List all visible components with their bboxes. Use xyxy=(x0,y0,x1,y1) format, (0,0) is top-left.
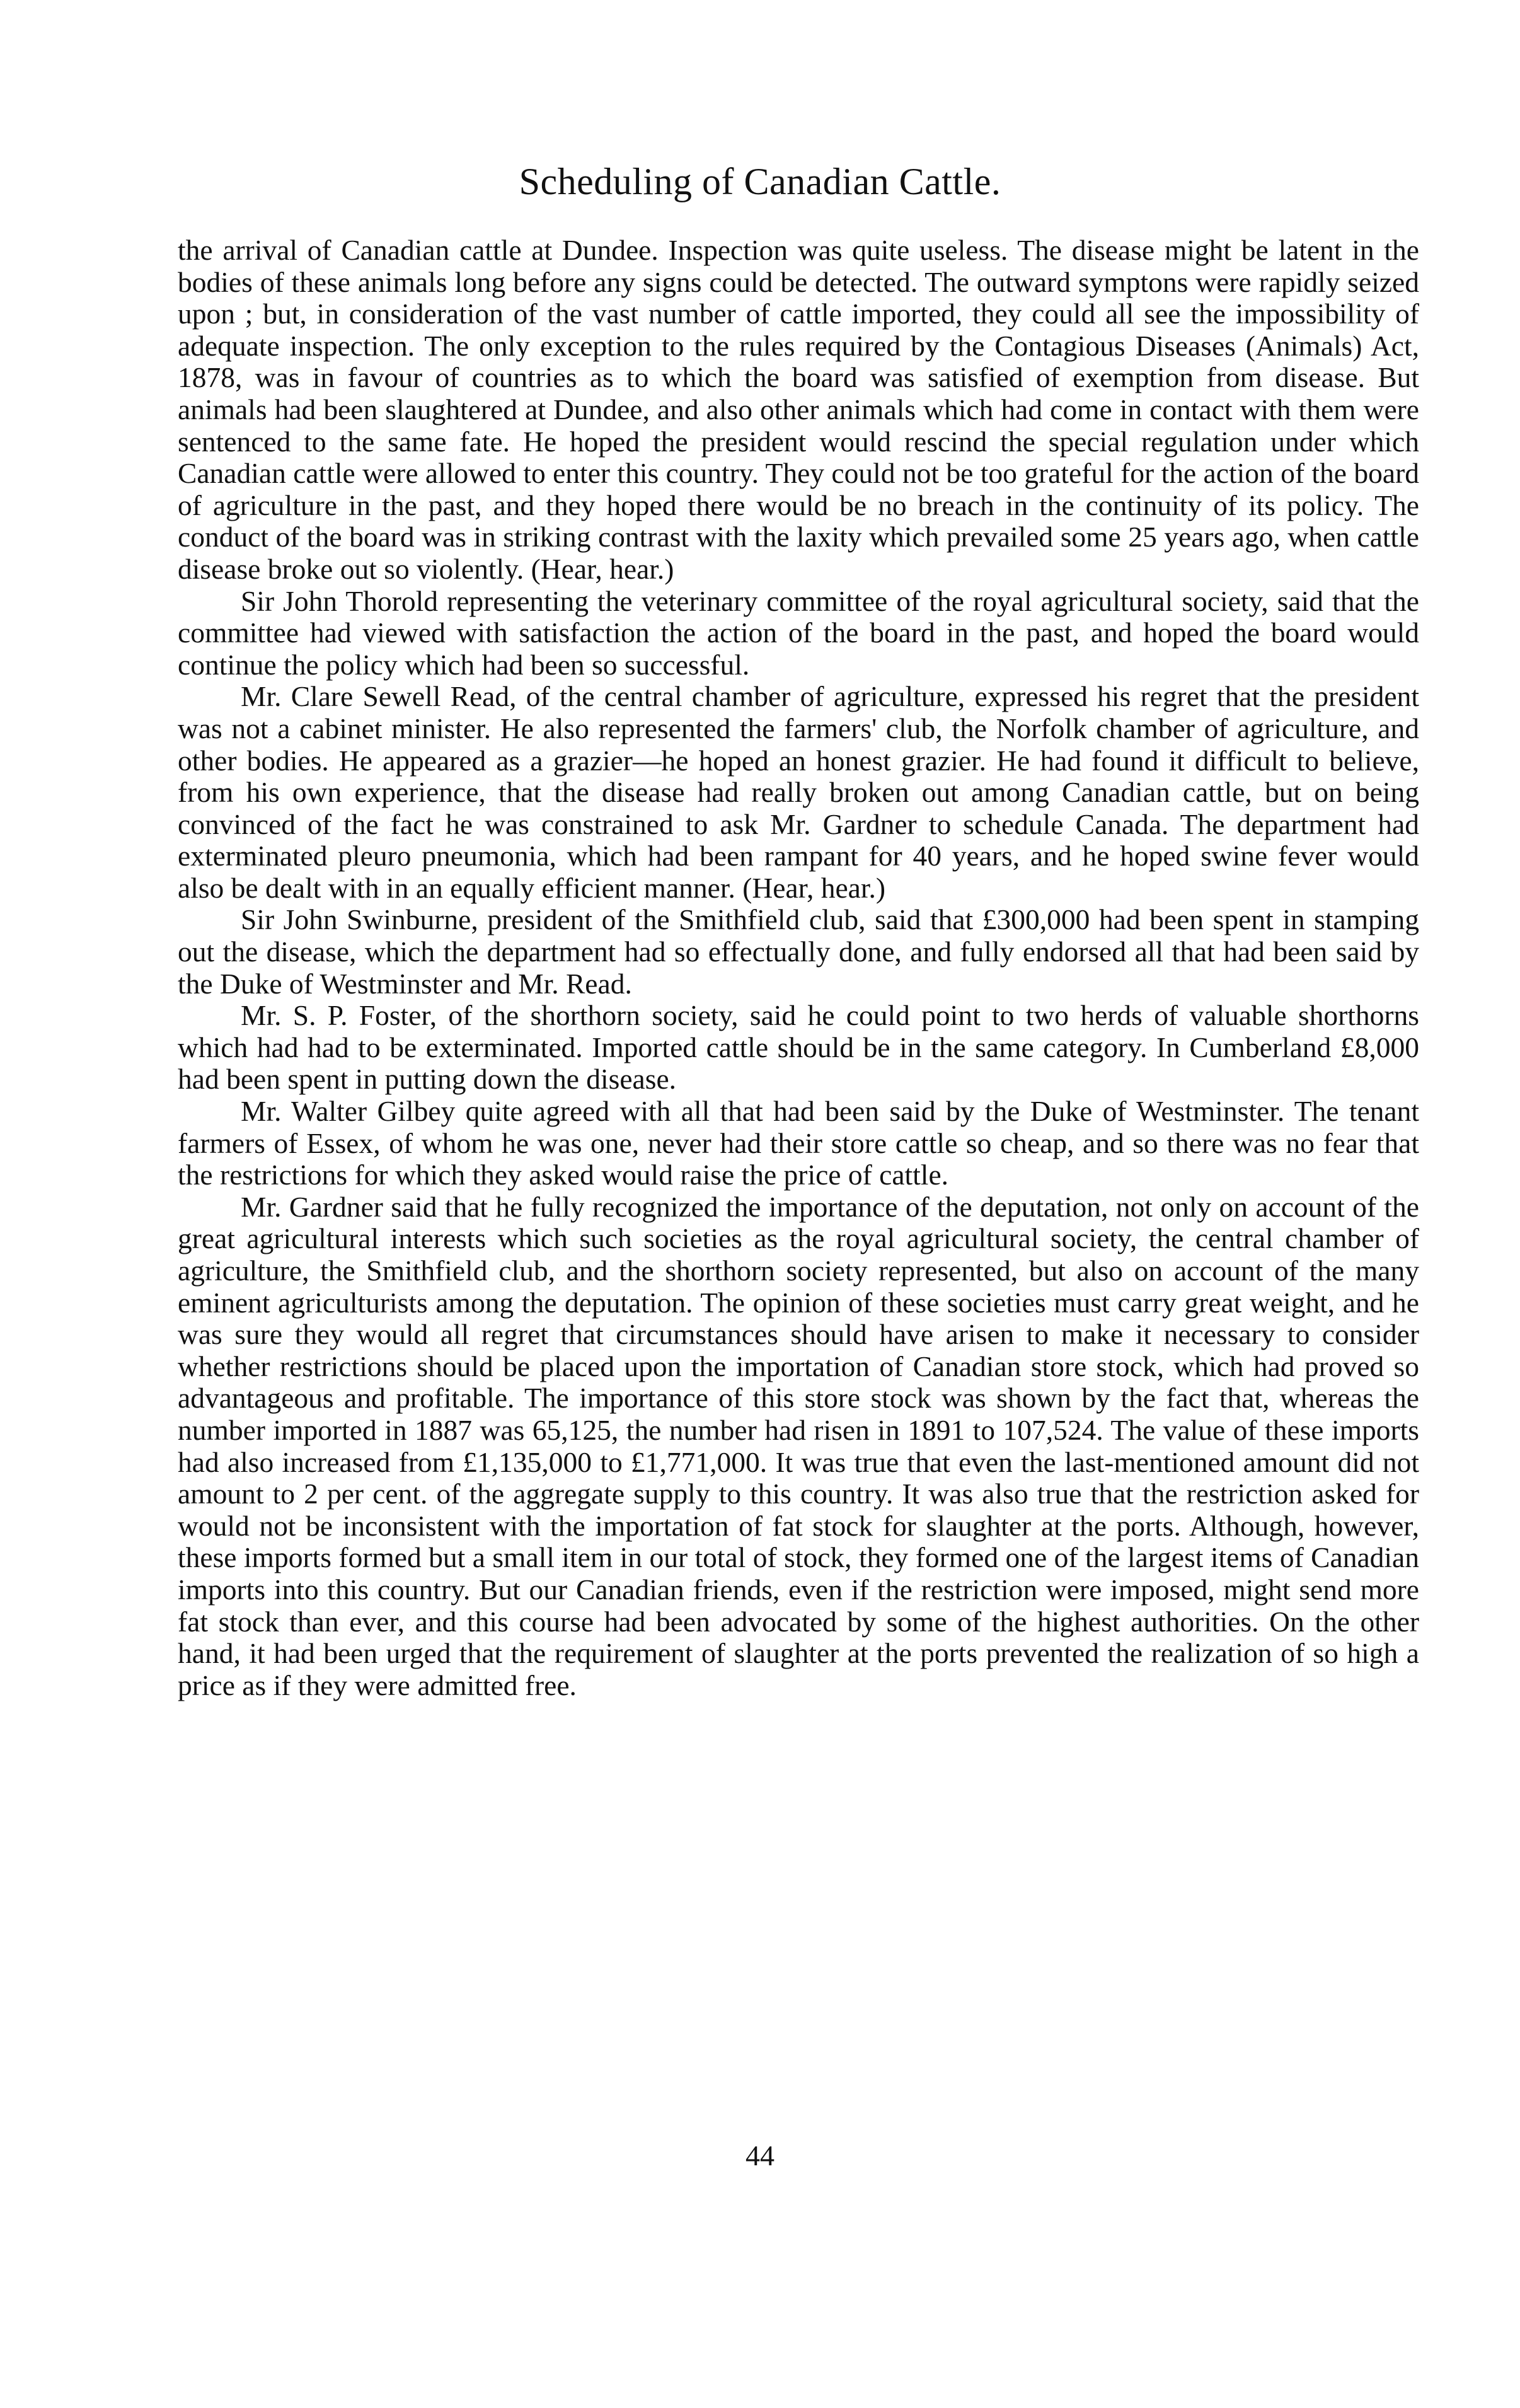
paragraph-thorold: Sir John Thorold representing the veterinary committee of the royal agricultural society, said that the committee had viewed with satisfaction the action of the board in the past, and hoped the board would continue the policy which had been so successful. xyxy=(178,584,1419,681)
paragraph-gardner: Mr. Gardner said that he fully recognized the importance of the deputation, not only on account of the great agricultural interests which such societies as the royal agricultural society, the central chamber of agriculture, the Smithfield club, and the shorthorn society represented, but also on account of the many eminent agriculturists among the deputation. The opinion of these societies must carry great weight, and he was sure they would all regret that circumstances should have arisen to make it necessary to consider whether restrictions should be placed upon the importation of Canadian store stock, which had proved so advantageous and profitable. The importance of this store stock was shown by the fact that, whereas the number imported in 1887 was 65,125, the number had risen in 1891 to 107,524. The value of these imports had also increased from £1,135,000 to £1,771,000. It was true that even the last-mentioned amount did not amount to 2 per cent. of the aggregate supply to this country. It was also true that the restriction asked for would not be inconsistent with the importation of fat stock for slaughter at the ports. Although, however, these imports formed but a small item in our total of stock, they formed one of the largest items of Canadian imports into this country. But our Canadian friends, even if the restriction were imposed, might send more fat stock than ever, and this course had been advocated by some of the highest authorities. On the other hand, it had been urged that the requirement of slaughter at the ports prevented the realization of so high a price as if they were admitted free. xyxy=(178,1190,1419,1701)
paragraph-read: Mr. Clare Sewell Read, of the central chamber of agriculture, expressed his regret that the president was not a cabinet minister. He also represented the farmers' club, the Norfolk chamber of agriculture, and other bodies. He appeared as a grazier—he hoped an honest grazier. He had found it difficult to believe, from his own experience, that the disease had really broken out among Canadian cattle, but on being convinced of the fact he was constrained to ask Mr. Gardner to schedule Canada. The department had exterminated pleuro pneumonia, which had been rampant for 40 years, and he hoped swine fever would also be dealt with in an equally efficient manner. (Hear, hear.) xyxy=(178,680,1419,904)
paragraph-continuation: the arrival of Canadian cattle at Dundee. Inspection was quite useless. The disease might be latent in the bodies of these animals long before any signs could be detected. The outward symptons were rapidly seized upon ; but, in consideration of the vast number of cattle imported, they could all see the impossibility of adequate inspection. The only exception to the rules required by the Contagious Diseases (Animals) Act, 1878, was in favour of countries as to which the board was satisfied of exemption from disease. But animals had been slaughtered at Dundee, and also other animals which had come in contact with them were sentenced to the same fate. He hoped the president would rescind the special regulation under which Canadian cattle were allowed to enter this country. They could not be too grateful for the action of the board of agriculture in the past, and they hoped there would be no breach in the continuity of its policy. The conduct of the board was in striking contrast with the laxity which prevailed some 25 years ago, when cattle disease broke out so violently. (Hear, hear.) xyxy=(178,234,1419,585)
body-text xyxy=(178,234,1419,1701)
paragraph-foster: Mr. S. P. Foster, of the shorthorn society, said he could point to two herds of valuable shorthorns which had had to be exterminated. Imported cattle should be in the same category. In Cumberland £8,000 had been spent in putting down the disease. xyxy=(178,999,1419,1096)
running-head: Scheduling of Canadian Cattle. xyxy=(519,161,1001,202)
page-number: 44 xyxy=(746,2139,774,2172)
paragraph-swinburne: Sir John Swinburne, president of the Smithfield club, said that £300,000 had been spent in stamping out the disease, which the department had so effectually done, and fully endorsed all that had been said by the Duke of Westminster and Mr. Read. xyxy=(178,903,1419,1000)
paragraph-gilbey: Mr. Walter Gilbey quite agreed with all that had been said by the Duke of Westminster. The tenant farmers of Essex, of whom he was one, never had their store cattle so cheap, and so there was no fear that the restrictions for which they asked would raise the price of cattle. xyxy=(178,1095,1419,1191)
